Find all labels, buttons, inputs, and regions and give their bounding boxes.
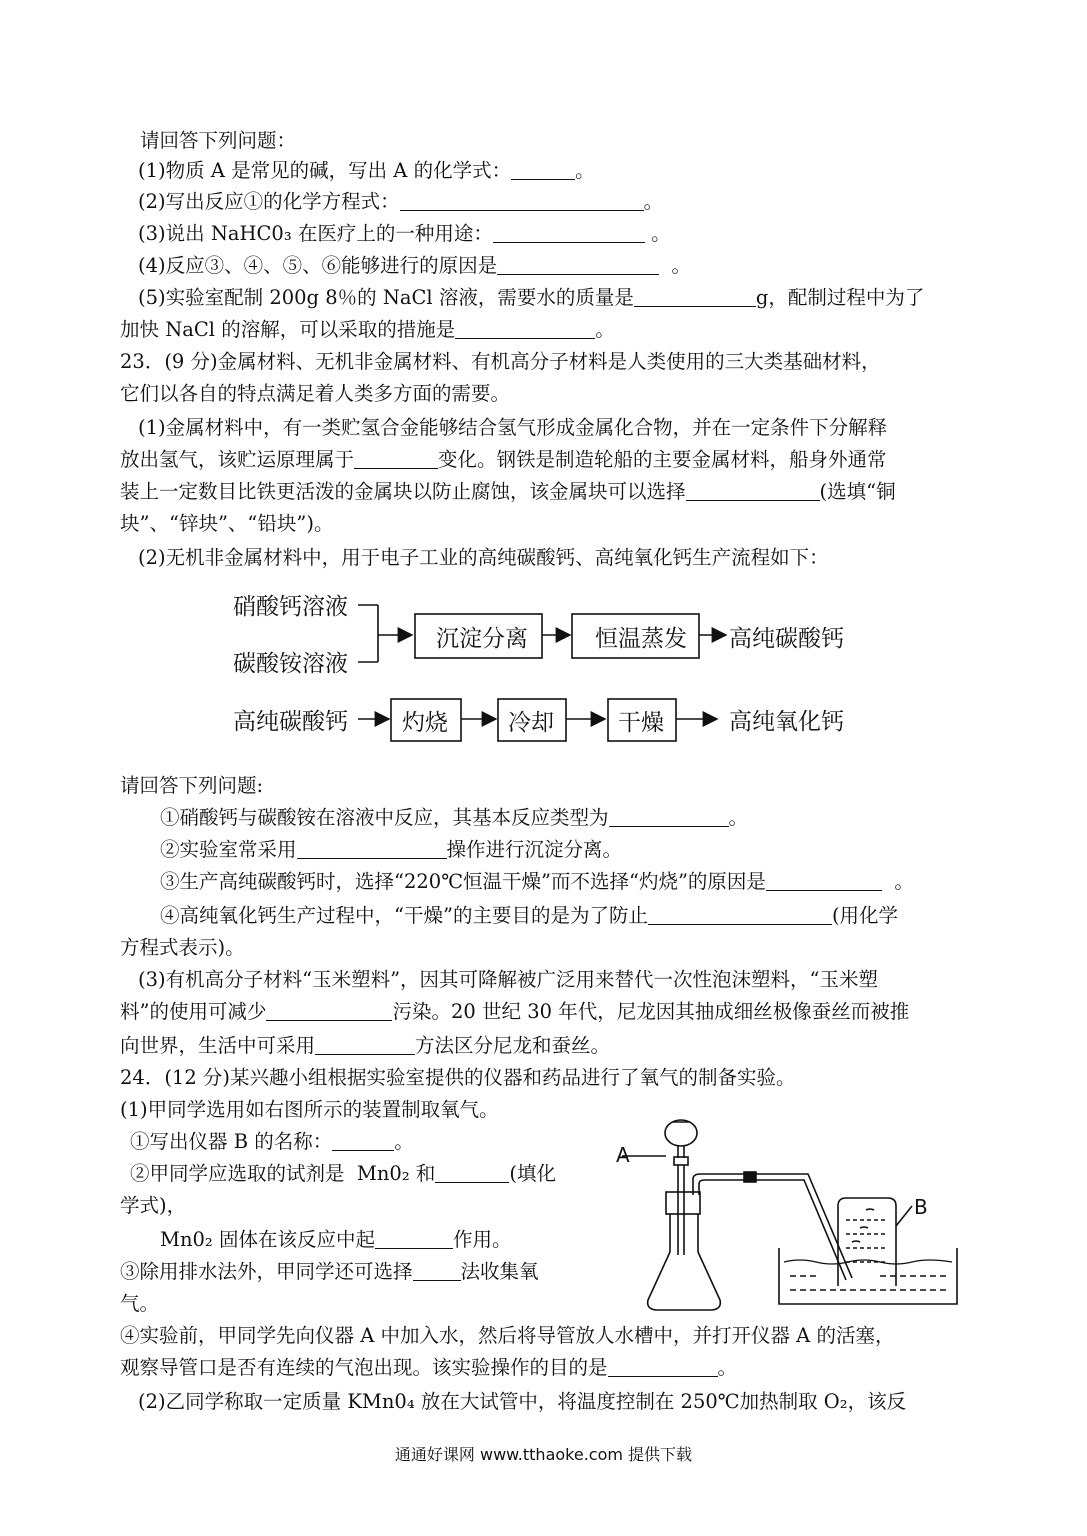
label-b-pointer — [896, 1206, 912, 1226]
label-b: B — [914, 1195, 928, 1219]
flow-box-cooling-label: 冷却 — [508, 710, 554, 736]
q24-sub3: ③除用排水法外，甲同学还可选择 法收集氧 — [120, 1260, 539, 1283]
flow-box-evaporation-label: 恒温蒸发 — [595, 626, 687, 652]
q24-sub4: ④实验前，甲同学先向仪器 A 中加入水，然后将导管放人水槽中，并打开仪器 A 的活塞， — [120, 1324, 895, 1347]
q24-part2: (2)乙同学称取一定质量 KMn0₄ 放在大试管中，将温度控制在 250℃加热制取 O₂，该反 — [138, 1390, 907, 1413]
q24-sub3-cont: 气。 — [120, 1292, 160, 1315]
flow-box-precipitation-label: 沉淀分离 — [436, 626, 528, 652]
q22-part5-cont: 加快 NaCl 的溶解，可以采取的措施是 。 — [120, 318, 615, 341]
conical-flask — [648, 1252, 721, 1310]
q22-part1: (1)物质 A 是常见的碱，写出 A 的化学式： 。 — [138, 159, 595, 182]
q22-part2: (2)写出反应①的化学方程式： 。 — [138, 190, 664, 213]
q23-sub2: ②实验室常采用 操作进行沉淀分离。 — [160, 838, 623, 861]
q24-sub4-line2: 观察导管口是否有连续的气泡出现。该实验操作的目的是 。 — [120, 1356, 738, 1379]
q23-part1-line2: 放出氢气，该贮运原理属于 变化。钢铁是制造轮船的主要金属材料，船身外通常 — [120, 448, 887, 471]
q24-title: 24．(12 分)某兴趣小组根据实验室提供的仪器和药品进行了氧气的制备实验。 — [120, 1066, 796, 1089]
q24-sub2: ②甲同学应选取的试剂是 Mn0₂ 和 (填化 — [130, 1162, 556, 1185]
q23-sub3: ③生产高纯碳酸钙时，选择“220℃恒温干燥”而不选择“灼烧”的原因是 。 — [160, 870, 914, 893]
gas-collecting-bottle — [838, 1198, 896, 1286]
q23-part2: (2)无机非金属材料中，用于电子工业的高纯碳酸钙、高纯氧化钙生产流程如下： — [138, 546, 829, 569]
flow-box-calcination-label: 灼烧 — [402, 710, 448, 736]
q23-sub1: ①硝酸钙与碳酸铵在溶液中反应，其基本反应类型为 。 — [160, 806, 749, 829]
flow-output-calcium-oxide: 高纯氧化钙 — [729, 709, 844, 735]
q22-intro: 请回答下列问题： — [140, 129, 297, 152]
q22-part5: (5)实验室配制 200g 8％的 NaCl 溶液，需要水的质量是 g，配制过程中为了 — [138, 286, 925, 309]
q24-part1: (1)甲同学选用如右图所示的装置制取氧气。 — [120, 1098, 499, 1121]
q23-title-cont: 它们以各自的特点满足着人类多方面的需要。 — [120, 382, 511, 405]
q23-title: 23．(9 分)金属材料、无机非金属材料、有机高分子材料是人类使用的三大类基础材料， — [120, 350, 881, 373]
q23-part3-line2: 料”的使用可减少 污染。20 世纪 30 年代，尼龙因其抽成细丝极像蚕丝而被推 — [120, 1000, 910, 1023]
flow-output-calcium-carbonate: 高纯碳酸钙 — [729, 626, 844, 652]
flow-start-calcium-carbonate: 高纯碳酸钙 — [233, 709, 348, 735]
separatory-funnel — [665, 1120, 697, 1146]
q23-sub4-cont: 方程式表示)。 — [120, 936, 245, 959]
flow-input-ammonium-carbonate: 碳酸铵溶液 — [233, 651, 348, 677]
q23-part1: (1)金属材料中，有一类贮氢合金能够结合氢气形成金属化合物，并在一定条件下分解释 — [138, 416, 888, 439]
q22-part3: (3)说出 NaHC0₃ 在医疗上的一种用途： 。 — [138, 222, 671, 245]
q23-part1-line4: 块”、“锌块”、“铅块”)。 — [120, 512, 334, 535]
q23-part3-line3: 向世界，生活中可采用 方法区分尼龙和蚕丝。 — [120, 1034, 611, 1057]
q23-part3: (3)有机高分子材料“玉米塑料”，因其可降解被广泛用来替代一次性泡沫塑料，“玉米塑 — [138, 968, 879, 991]
q23-part1-line3: 装上一定数目比铁更活泼的金属块以防止腐蚀，该金属块可以选择 (选填“铜 — [120, 480, 896, 503]
q23-sub4: ④高纯氧化钙生产过程中，“干燥”的主要目的是为了防止 (用化学 — [160, 904, 899, 927]
label-a: A — [616, 1143, 630, 1167]
flow-box-drying-label: 干燥 — [618, 710, 664, 736]
flow-input-calcium-nitrate: 硝酸钙溶液 — [233, 594, 348, 620]
q24-sub2-line3: Mn0₂ 固体在该反应中起 作用。 — [160, 1228, 512, 1251]
q23-intro2: 请回答下列问题: — [120, 774, 264, 797]
q22-part4: (4)反应③、④、⑤、⑥能够进行的原因是 。 — [138, 254, 692, 277]
page-footer: 通通好课网 www.tthaoke.com 提供下载 — [394, 1445, 693, 1464]
q24-sub1: ①写出仪器 B 的名称： 。 — [130, 1130, 414, 1153]
q24-sub2-line2: 学式)， — [120, 1194, 187, 1217]
